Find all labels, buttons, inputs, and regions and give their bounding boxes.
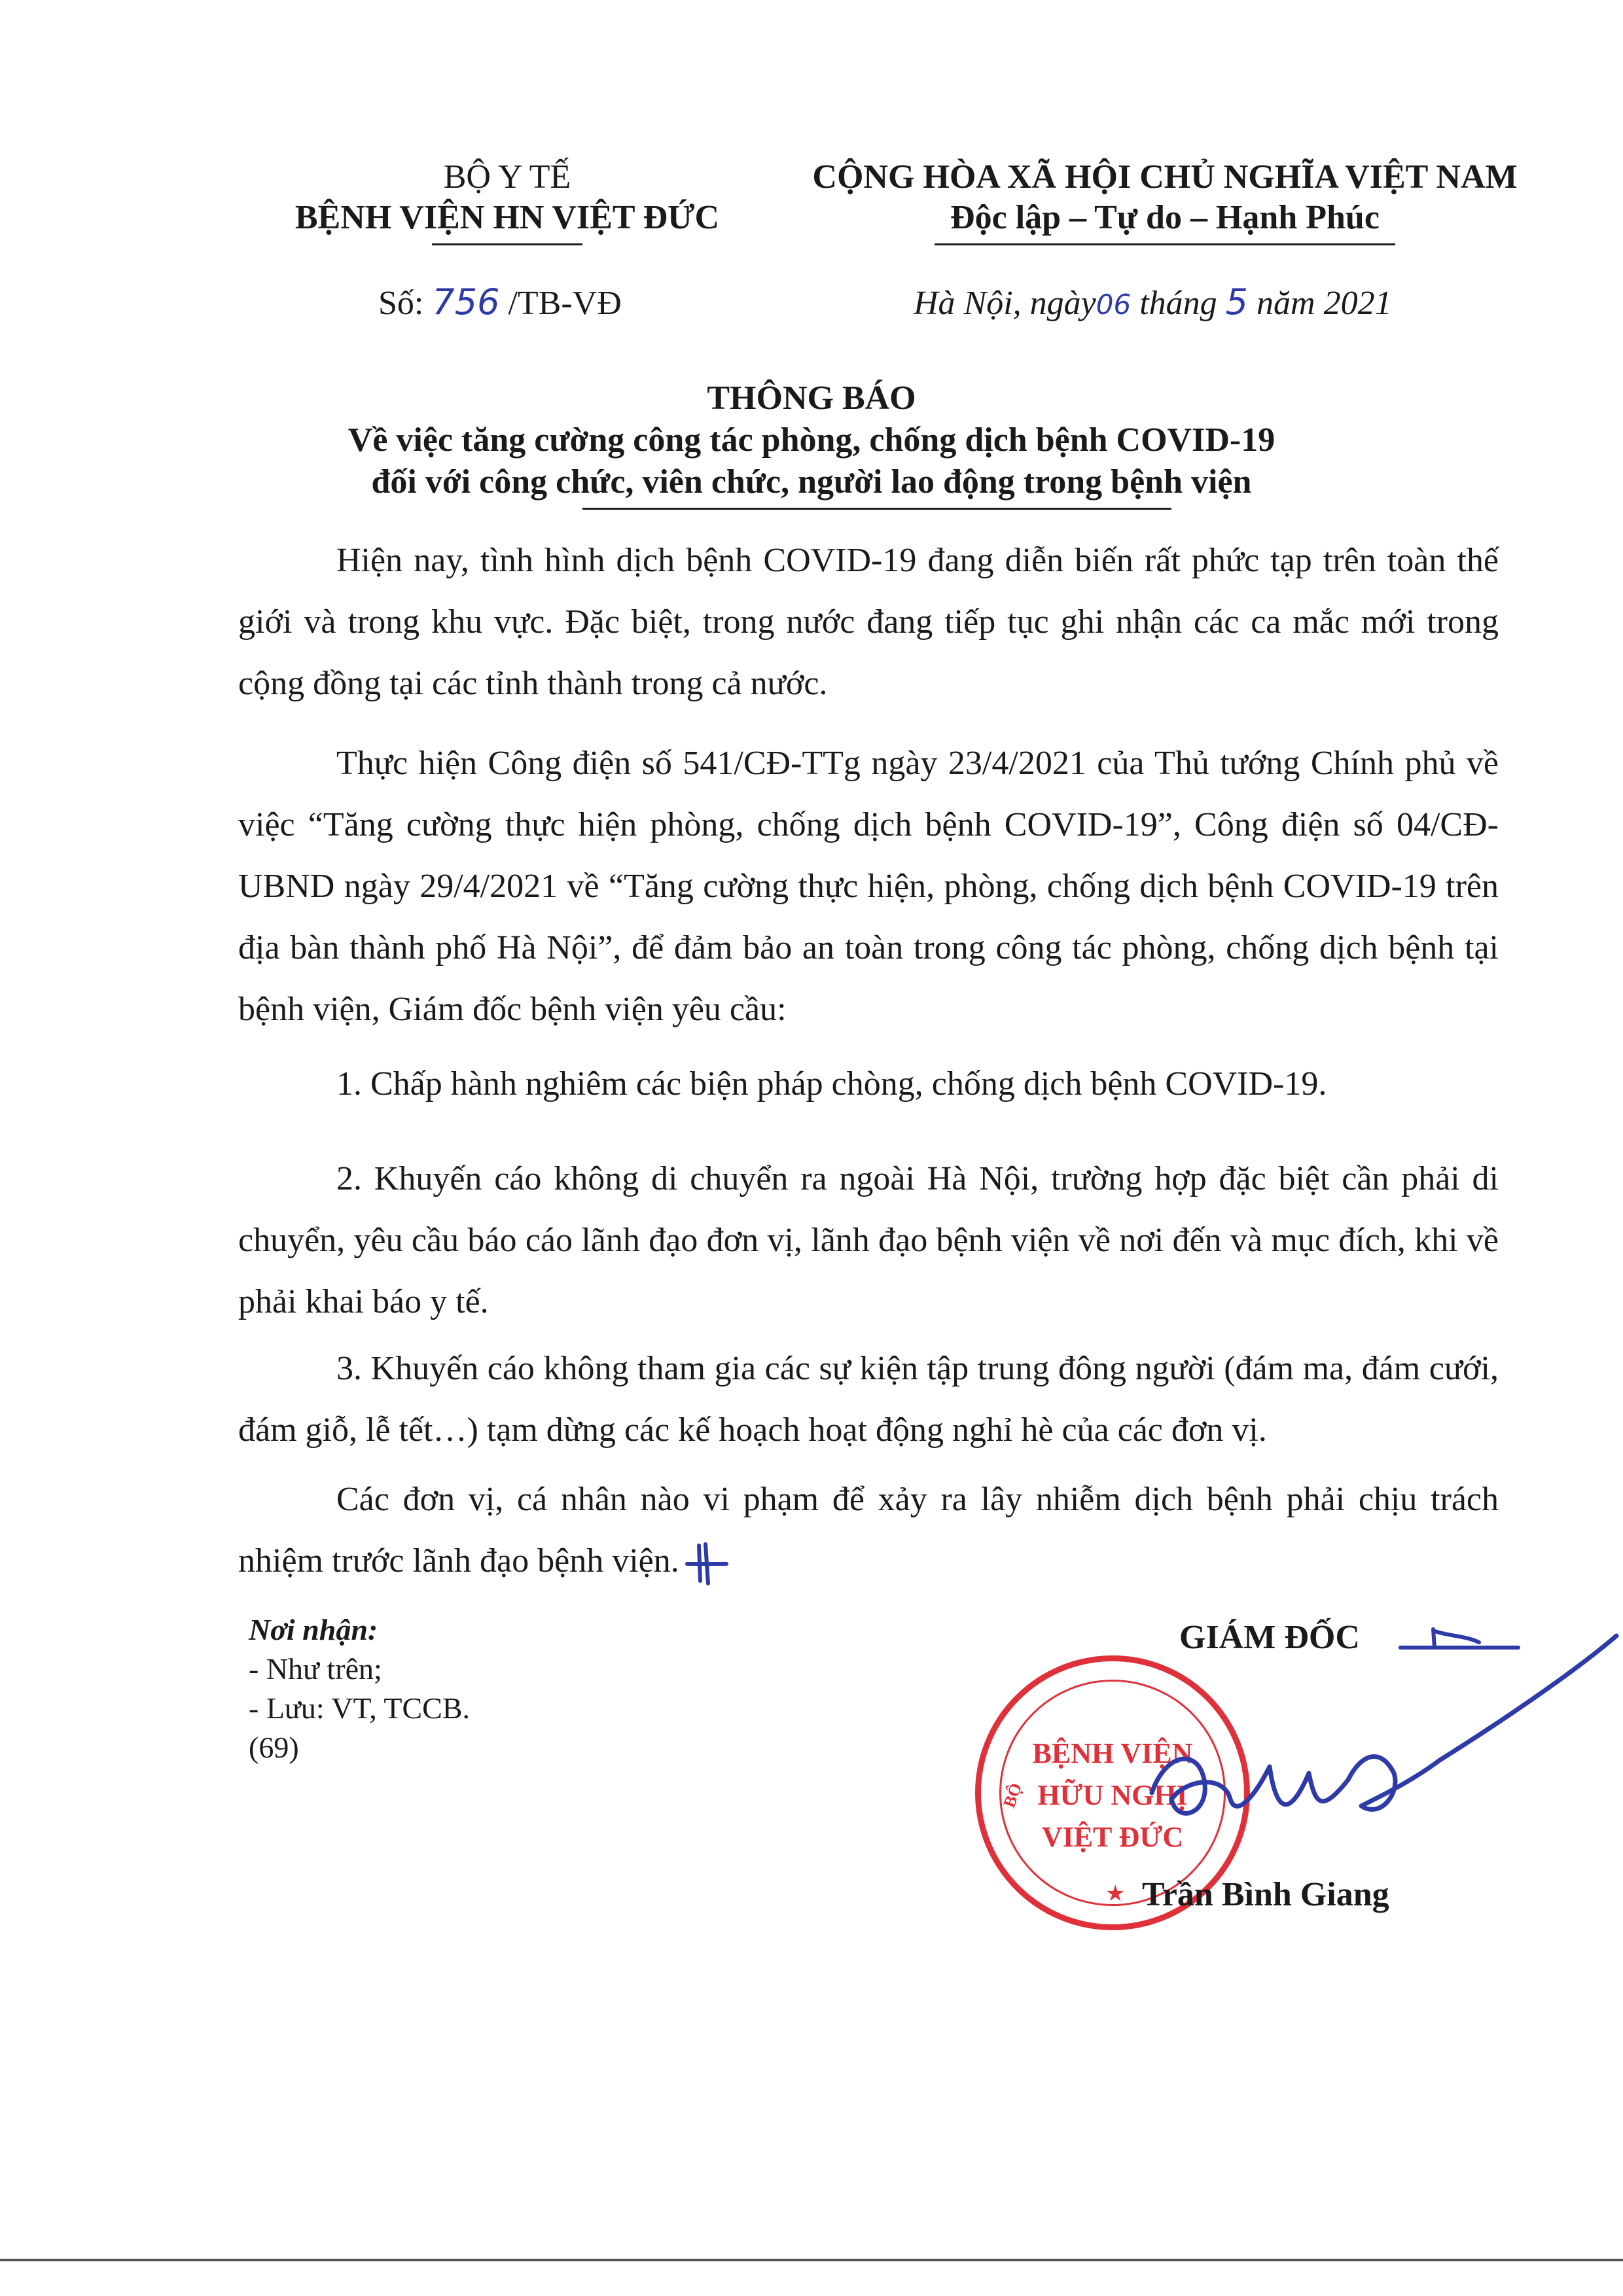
notice-subject-line2: đối với công chức, viên chức, người lao động trong bệnh viện [371, 463, 1252, 501]
seal-star-icon: ★ [1105, 1882, 1126, 1906]
hospital-underline [432, 243, 582, 245]
recipient-line-2: - Lưu: VT, TCCB. [249, 1691, 471, 1725]
national-motto: Độc lập – Tự do – Hạnh Phúc [950, 199, 1380, 236]
item-2: 2. Khuyến cáo không di chuyển ra ngoài Hà Nội, trường hợp đặc biệt cần phải di chuyển, yêu cầu báo cáo lãnh đạo đơn vị, lãnh đạo bệnh viện về nơi đến và mục đích, khi về phải khai báo y tế. [238, 1160, 1499, 1320]
seal-line-2: HỮU NGHỊ [1037, 1779, 1188, 1811]
recipient-line-1: - Như trên; [249, 1652, 382, 1686]
paragraph-closing: Các đơn vị, cá nhân nào vi phạm để xảy ra lây nhiễm dịch bệnh phải chịu trách nhiệm trước lãnh đạo bệnh viện. [238, 1481, 1499, 1580]
recipient-line-3: (69) [249, 1731, 299, 1764]
seal-line-3: VIỆT ĐỨC [1041, 1821, 1184, 1853]
signer-title: GIÁM ĐỐC [1179, 1619, 1360, 1656]
director-signature [1073, 1623, 1623, 1898]
paragraph-situation: Hiện nay, tình hình dịch bệnh COVID-19 đang diễn biến rất phức tạp trên toàn thế giới và trong khu vực. Đặc biệt, trong nước đang tiếp tục ghi nhận các ca mắc mới trong cộng đồng tại các tỉnh thành trong cả nước. [238, 542, 1499, 702]
date-prefix: Hà Nội, ngày [914, 285, 1096, 322]
motto-underline [935, 243, 1395, 245]
notice-subject-line1: Về việc tăng cường công tác phòng, chống dịch bệnh COVID-19 [348, 421, 1275, 459]
document-number [378, 281, 622, 324]
item-1: 1. Chấp hành nghiêm các biện pháp chòng, chống dịch bệnh COVID-19. [336, 1065, 1327, 1103]
seal-side-text: BỘ [999, 1780, 1026, 1810]
paragraph-directive: Thực hiện Công điện số 541/CĐ-TTg ngày 23/4/2021 của Thủ tướng Chính phủ về việc “Tăng cường thực hiện phòng, chống dịch bệnh COVID-19”, Công điện số 04/CĐ-UBND ngày 29/4/2021 về “Tăng cường thực hiện, phòng, chống dịch bệnh COVID-19 trên địa bàn thành phố Hà Nội”, để đảm bảo an toàn trong công tác phòng, chống dịch bệnh tại bệnh viện, Giám đốc bệnh viện yêu cầu: [238, 745, 1499, 1028]
document-date [914, 281, 1392, 324]
date-month-handwritten: 5 [1225, 281, 1249, 323]
recipients-label: Nơi nhận: [249, 1613, 378, 1646]
republic-name: CỘNG HÒA XÃ HỘI CHỦ NGHĨA VIỆT NAM [812, 158, 1518, 196]
date-year: năm 2021 [1257, 285, 1392, 322]
number-handwritten: 756 [432, 281, 500, 323]
seal-line-1: BỆNH VIỆN [1032, 1737, 1193, 1769]
date-month-label: tháng [1139, 285, 1217, 322]
page-bottom-edge [0, 2259, 1623, 2261]
end-mark-icon [681, 1538, 733, 1590]
ministry-name: BỘ Y TẾ [443, 158, 571, 196]
hospital-name: BỆNH VIỆN HN VIỆT ĐỨC [294, 199, 720, 236]
date-day-handwritten: 06 [1096, 289, 1132, 321]
signer-name: Trần Bình Giang [1142, 1876, 1389, 1913]
title-underline [582, 508, 1171, 510]
number-prefix: Số: [378, 285, 424, 322]
item-3: 3. Khuyến cáo không tham gia các sự kiện tập trung đông người (đám ma, đám cưới, đám giỗ, lễ tết…) tạm dừng các kế hoạch hoạt động nghỉ hè của các đơn vị. [238, 1350, 1499, 1449]
number-suffix: /TB-VĐ [508, 285, 622, 322]
notice-heading: THÔNG BÁO [707, 380, 916, 417]
